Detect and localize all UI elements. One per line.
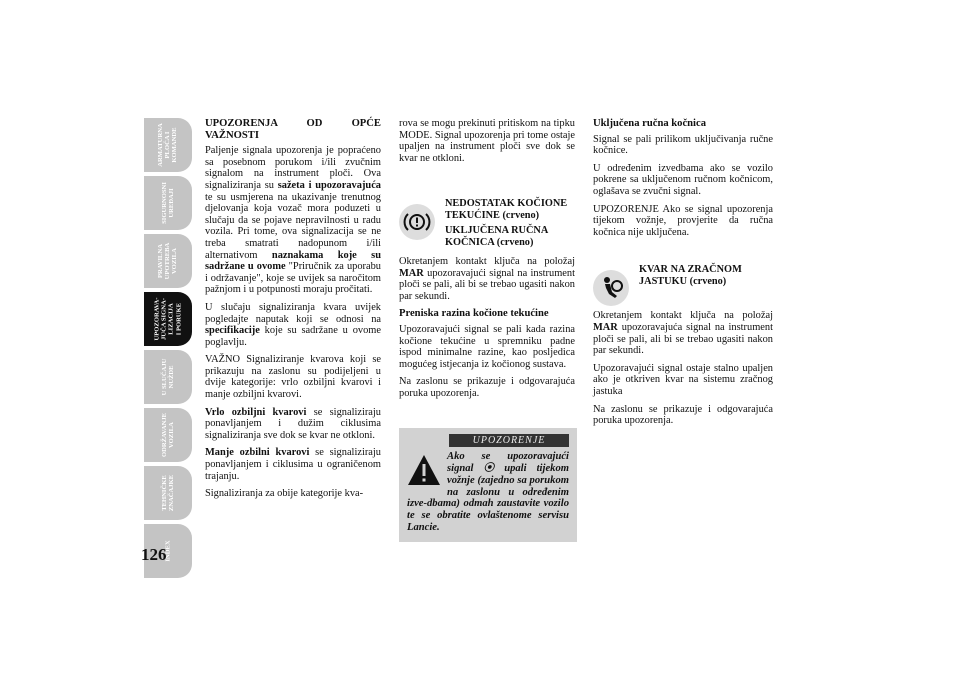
tab-u-slucaju-nuzde[interactable] bbox=[144, 350, 192, 404]
tab-pravilna-upotreba[interactable] bbox=[144, 234, 192, 288]
warning-box bbox=[399, 428, 577, 542]
paragraph: Upozoravajući signal ostaje stalno upaljen ako je otkriven kvar na sistemu zračnog jastuka bbox=[593, 362, 773, 397]
paragraph: Paljenje signala upozorenja je popraćeno sa posebnom porukom i/ili zvučnim signalom na instrument ploči. Ova signaliziranja su sažeta i upozoravajuća te su usmjerena na ukazivanje trenutnog djelovanja koja vozač mora poduzeti u slučaju da se pojave nepravilnosti u radu vozila. Pri tome, ova signalizacija se ne treba smatrati nadopunom i/ili alternativom naznakama koje su sadržane u ovome "Priručnik za uporabu i održavanje", koje se uvijek sa naročitom pažnjom i u potpunosti moraju pročitati. bbox=[205, 145, 382, 296]
tab-label: INDEX bbox=[164, 540, 172, 562]
tab-odrzavanje-vozila[interactable] bbox=[144, 408, 192, 462]
paragraph: Signaliziranja za obije kategorije kva- bbox=[205, 488, 364, 500]
column-2 bbox=[399, 118, 575, 542]
tab-label: TEHNIČKE ZNAČAJKE bbox=[160, 474, 175, 512]
tab-armaturna-ploca[interactable] bbox=[144, 118, 192, 172]
brake-warning-icon bbox=[399, 204, 435, 240]
tab-upozoravajuca-signalizacija[interactable] bbox=[144, 292, 192, 346]
paragraph: Okretanjem kontakt ključa na položaj MAR upozoravajuća signal na instrument ploči se pali, ali bi se trebao ugasiti nakon par sekundi. bbox=[593, 310, 773, 357]
tab-label: UPOZORAVA- JUĆA SIGNA- LIZACIJA I PORUKE bbox=[153, 297, 183, 341]
section-heading: UPOZORENJA OD OPĆE VAŽNOSTI bbox=[205, 118, 381, 141]
sub-heading: Preniska razina kočione tekućine bbox=[399, 308, 549, 320]
paragraph: U određenim izvedbama ako se vozilo pokrene sa uključenom ručnom kočnicom, oglašava se zvučni signal. bbox=[593, 162, 773, 197]
warning-title: UPOZORENJE bbox=[449, 434, 569, 448]
paragraph: Na zaslonu se prikazuje i odgovarajuća poruka upozorenja. bbox=[593, 403, 773, 427]
tab-label: U SLUČAJU NUŽDE bbox=[160, 358, 175, 396]
tab-label: SIGURNOSNI UREĐAJI bbox=[160, 182, 175, 224]
tab-tehnicke-znacajke[interactable] bbox=[144, 466, 192, 520]
brake-symbol-icon: ⦿ bbox=[483, 462, 495, 474]
warning-triangle-icon bbox=[407, 453, 441, 487]
airbag-warning-block bbox=[593, 264, 773, 306]
paragraph: UPOZORENJE Ako se signal upozorenja tijekom vožnje, provjerite da ručna kočnica nije uključena. bbox=[593, 203, 773, 238]
icon-title: NEDOSTATAK KOČIONE TEKUĆINE (crveno) bbox=[445, 198, 568, 221]
tab-label: PRAVILNA UPOTREBA VOZILA bbox=[157, 242, 179, 280]
paragraph: rova se mogu prekinuti pritiskom na tipku MODE. Signal upozorenja pri tome ostaje upaljen na instrument ploči sve dok se kvar ne otkloni. bbox=[399, 118, 575, 164]
paragraph: Upozoravajući signal se pali kada razina kočione tekućine u spremniku padne ispod minimalne razine, kao posljedica mogućeg istjecanja iz kočionog sustava. bbox=[399, 323, 575, 370]
paragraph: Na zaslonu se prikazuje i odgovarajuća poruka upozorenja. bbox=[399, 376, 575, 399]
tab-label: ARMATURNA PLOČA I KOMANDE bbox=[157, 123, 179, 167]
brake-warning-block bbox=[399, 198, 575, 252]
paragraph: Signal se pali prilikom uključivanja ručne kočnice. bbox=[593, 133, 773, 157]
column-1 bbox=[205, 118, 381, 506]
icon-title: KVAR NA ZRAČNOM JASTUKU (crveno) bbox=[639, 264, 742, 287]
tab-sigurnosni-uredaji[interactable] bbox=[144, 176, 192, 230]
paragraph: Manje ozbilni kvarovi se signaliziraju ponavljanjem i ciklusima u ograničenom trajanju. bbox=[205, 447, 381, 482]
paragraph: Vrlo ozbiljni kvarovi se signaliziraju ponavljanjem i dužim ciklusima signaliziranja sve dok se kvar ne otkloni. bbox=[205, 406, 381, 441]
icon-title: UKLJUČENA RUČNA KOČNICA (crveno) bbox=[445, 225, 548, 248]
chapter-tabs bbox=[144, 118, 192, 582]
tab-label: ODRŽAVANJE VOZILA bbox=[160, 412, 175, 458]
warning-text: Ako se upozoravajući signal ⦿ upali tijekom vožnje (zajedno sa porukom na zaslonu u određenim izve-dbama) odmah zaustavite vozilo te se obratite ovlaštenome servisu Lancie. bbox=[407, 451, 569, 533]
page-number: 126 bbox=[141, 545, 167, 564]
paragraph: VAŽNO Signaliziranje kvarova koji se prikazuju na zaslonu su podijeljeni u dvije kategorije: vrlo ozbiljni kvarovi i manje ozbiljni kvarovi. bbox=[205, 354, 381, 401]
paragraph: U slučaju signaliziranja kvara uvijek pogledajte naputak koji se odnosi na specifikacije koje su sadržane u ovome poglavlju. bbox=[205, 301, 381, 348]
airbag-warning-icon bbox=[593, 270, 629, 306]
paragraph: Okretanjem kontakt ključa na položaj MAR upozoravajući signal na instrument ploči se pali, ali bi se trebao ugasiti nakon par sekundi. bbox=[399, 256, 575, 302]
section-heading: Uključena ručna kočnica bbox=[593, 118, 707, 129]
column-3 bbox=[593, 118, 773, 433]
